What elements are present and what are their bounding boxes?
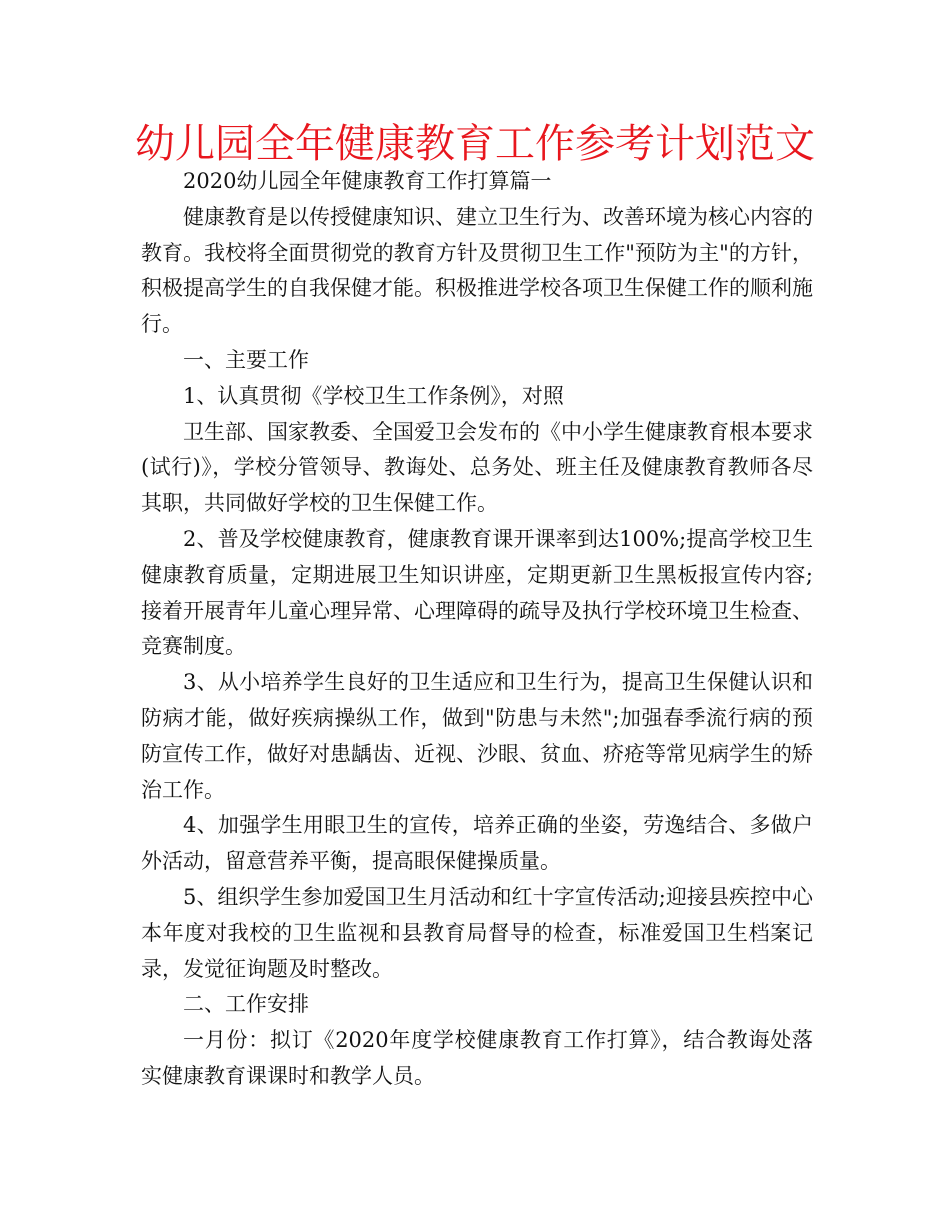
item-1-paragraph: 卫生部、国家教委、全国爱卫会发布的《中小学生健康教育根本要求(试行)》，学校分管领导、教诲处、总务处、班主任及健康教育教师各尽其职，共同做好学校的卫生保健工作。 [141,419,813,516]
item-2-paragraph: 2、普及学校健康教育，健康教育课开课率到达100%;提高学校卫生健康教育质量，定期进展卫生知识讲座，定期更新卫生黑板报宣传内容;接着开展青年儿童心理异常、心理障碍的疏导及执行学校环境卫生检查、竞赛制度。 [141,526,813,659]
document-title: 幼儿园全年健康教育工作参考计划范文 [135,121,815,167]
item-5-paragraph: 5、组织学生参加爱国卫生月活动和红十字宣传活动;迎接县疾控中心本年度对我校的卫生监视和县教育局督导的检查，标准爱国卫生档案记录，发觉征询题及时整改。 [141,884,813,981]
january-paragraph: 一月份：拟订《2020年度学校健康教育工作打算》，结合教诲处落实健康教育课课时和教学人员。 [141,1028,813,1088]
subtitle-paragraph: 2020幼儿园全年健康教育工作打算篇一 [183,169,552,193]
section-heading-work-schedule: 二、工作安排 [183,992,309,1017]
item-1-heading: 1、认真贯彻《学校卫生工作条例》，对照 [183,383,564,408]
intro-paragraph: 健康教育是以传授健康知识、建立卫生行为、改善环境为核心内容的教育。我校将全面贯彻党的教育方针及贯彻卫生工作"预防为主"的方针，积极提高学生的自我保健才能。积极推进学校各项卫生保健工作的顺利施行。 [141,204,813,337]
item-3-paragraph: 3、从小培养学生良好的卫生适应和卫生行为，提高卫生保健认识和防病才能，做好疾病操纵工作，做到"防患与未然";加强春季流行病的预防宣传工作，做好对患龋齿、近视、沙眼、贫血、疥疮等常见病学生的矫治工作。 [141,670,813,802]
section-heading-main-work: 一、主要工作 [183,347,309,372]
document-body [141,164,813,1095]
item-4-paragraph: 4、加强学生用眼卫生的宣传，培养正确的坐姿，劳逸结合、多做户外活动，留意营养平衡，提高眼保健操质量。 [141,813,813,874]
